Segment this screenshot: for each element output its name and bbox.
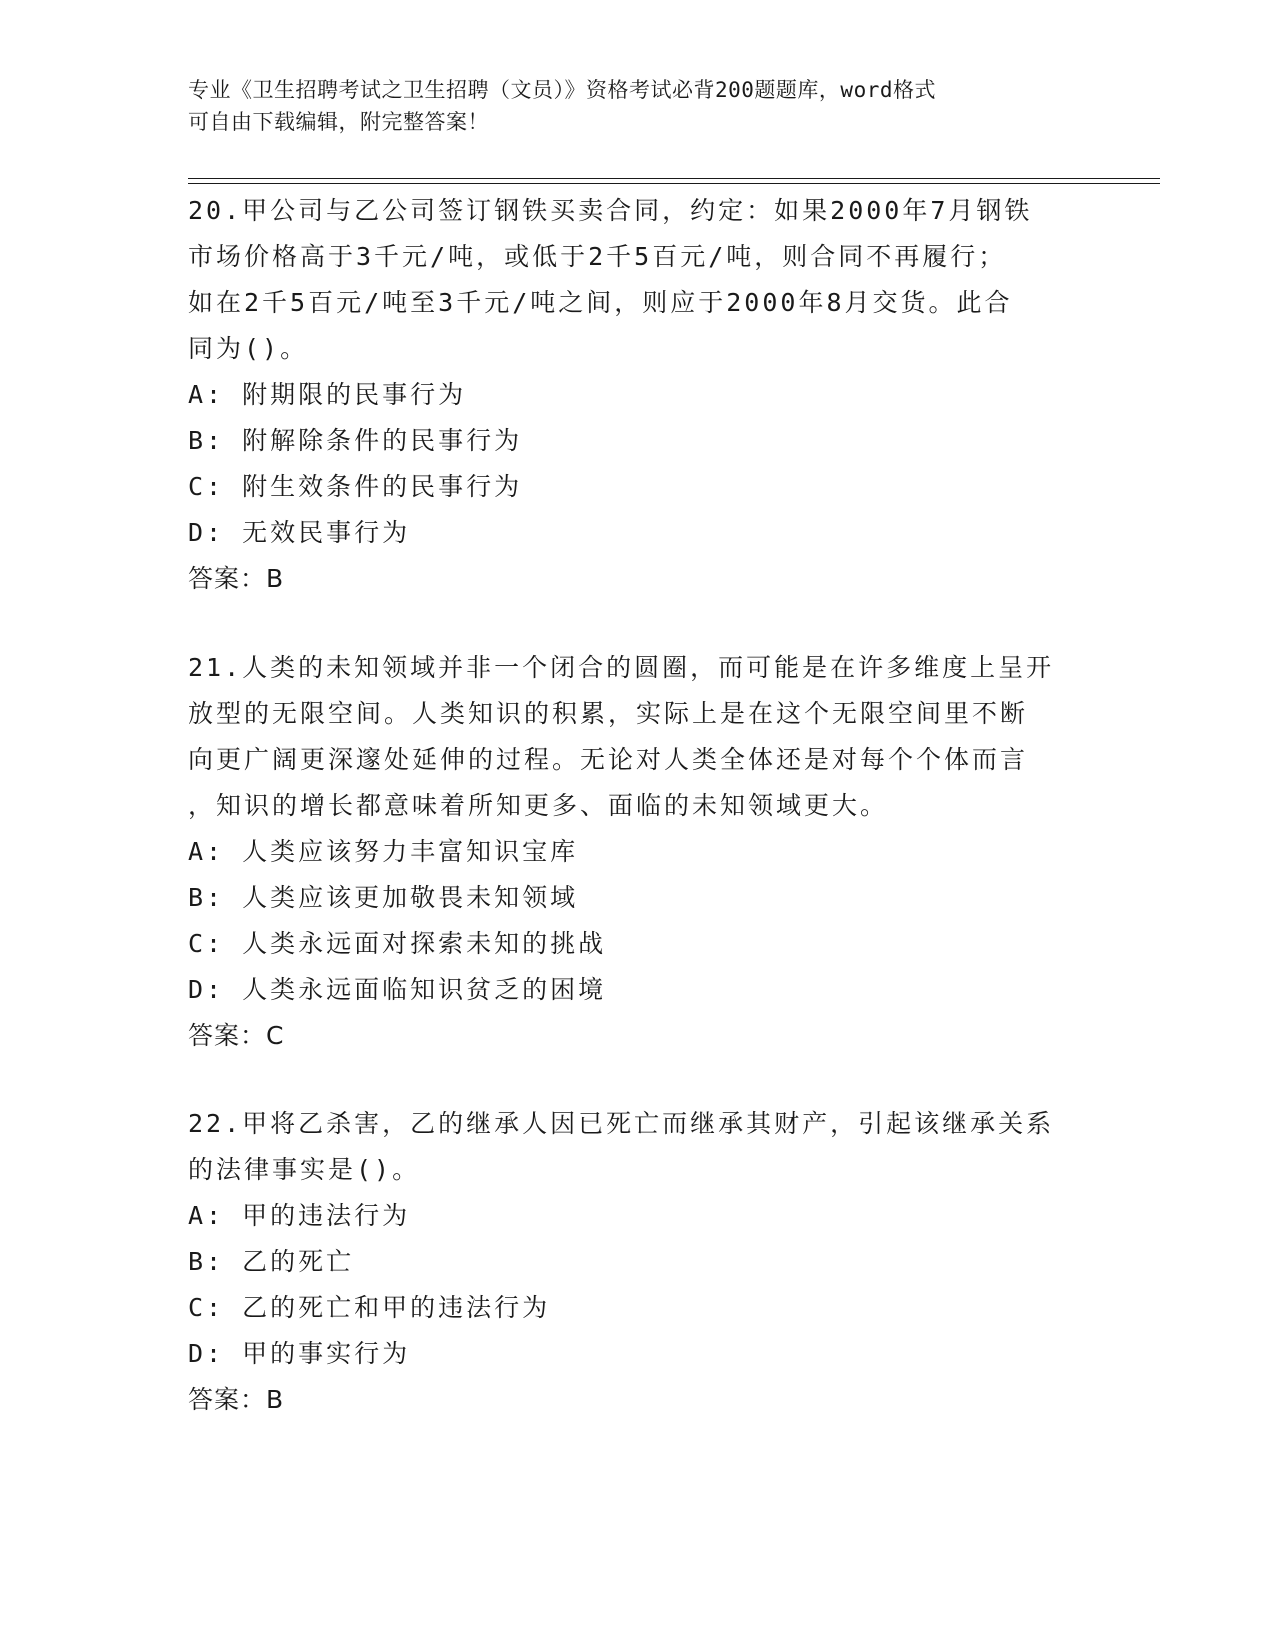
option-a: A: 甲的违法行为 [188,1201,411,1230]
answer: 答案：C [188,1021,285,1050]
option-b: B: 人类应该更加敬畏未知领域 [188,883,579,912]
option-c: C: 乙的死亡和甲的违法行为 [188,1293,551,1322]
option-c: C: 人类永远面对探索未知的挑战 [188,929,607,958]
header-divider-top [188,178,1160,179]
question-stem-line: ，知识的增长都意味着所知更多、面临的未知领域更大。 [188,791,889,820]
option-a: A: 人类应该努力丰富知识宝库 [188,837,579,866]
answer: 答案：B [188,1385,285,1414]
question-20 [188,188,1088,602]
option-d: D: 甲的事实行为 [188,1339,411,1368]
option-b: B: 附解除条件的民事行为 [188,426,523,455]
question-21 [188,645,1088,1059]
question-stem-line: 20.甲公司与乙公司签订钢铁买卖合同，约定：如果2000年7月钢铁 [188,196,1033,225]
question-stem-line: 的法律事实是()。 [188,1155,421,1184]
option-c: C: 附生效条件的民事行为 [188,472,523,501]
question-stem-line: 向更广阔更深邃处延伸的过程。无论对人类全体还是对每个个体而言 [188,745,1029,774]
option-d: D: 人类永远面临知识贫乏的困境 [188,975,607,1004]
option-d: D: 无效民事行为 [188,518,411,547]
header-divider-bottom [188,183,1160,184]
question-stem-line: 22.甲将乙杀害，乙的继承人因已死亡而继承其财产，引起该继承关系 [188,1109,1055,1138]
question-stem-line: 放型的无限空间。人类知识的积累，实际上是在这个无限空间里不断 [188,699,1029,728]
question-stem-line: 21.人类的未知领域并非一个闭合的圆圈，而可能是在许多维度上呈开 [188,653,1055,682]
question-stem-line: 市场价格高于3千元/吨，或低于2千5百元/吨，则合同不再履行； [188,242,1007,271]
header-line-2: 可自由下载编辑，附完整答案！ [188,110,489,134]
document-header [188,74,1088,138]
answer: 答案：B [188,564,285,593]
question-22 [188,1101,1088,1423]
option-a: A: 附期限的民事行为 [188,380,467,409]
question-stem-line: 同为()。 [188,334,309,363]
question-stem-line: 如在2千5百元/吨至3千元/吨之间，则应于2000年8月交货。此合 [188,288,1013,317]
option-b: B: 乙的死亡 [188,1247,355,1276]
header-line-1: 专业《卫生招聘考试之卫生招聘（文员）》资格考试必背200题题库，word格式 [188,78,936,102]
